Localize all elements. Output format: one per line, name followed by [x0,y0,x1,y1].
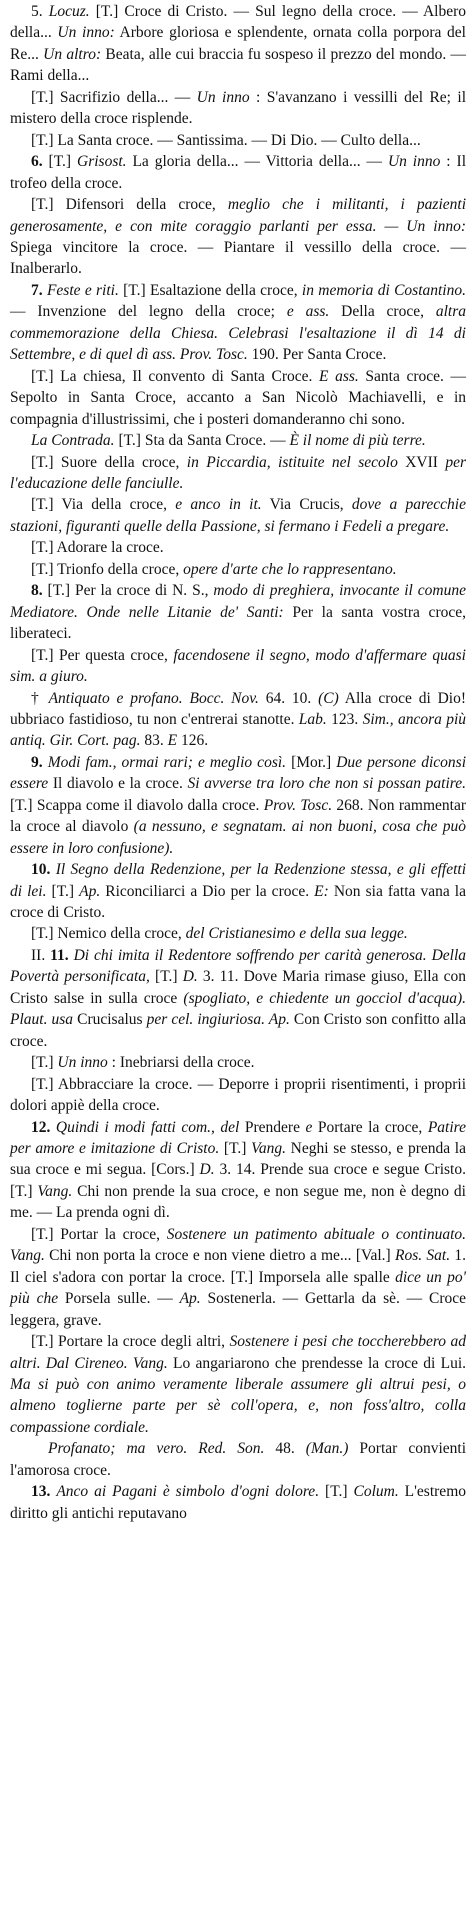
entry-paragraph: [T.] Adorare la croce. [31,539,164,557]
entry-paragraph: La Contrada. [T.] Sta da Santa Croce. — È il nome di più terre. [31,432,426,450]
text-column [10,1,466,1524]
entry-paragraph: 7. Feste e riti. [T.] Esaltazione della croce, in memoria di Costantino. — Invenzione del legno della croce; e ass. Della croce, altra commemorazione della Chiesa. Celebrasi l'esaltazione il dì 14 di Settembre, e di quel dì ass. Prov. Tosc. 190. Per Santa Croce. [10,281,466,364]
entry-paragraph: 9. Modi fam., ormai rari; e meglio così. [Mor.] Due persone diconsi essere Il diavolo e la croce. Si avverse tra loro che non si possan patire. [T.] Scappa come il diavolo dalla croce. Prov. Tosc. 268. Non rammentar la croce al diavolo (a nessuno, e segnatam. ai non buoni, cosa che può essere in loro confusione). [10,753,467,857]
entry-paragraph: 13. Anco ai Pagani è simbolo d'ogni dolore. [T.] Colum. L'estremo diritto gli antichi reputavano [10,1483,466,1522]
entry-paragraph: 10. Il Segno della Redenzione, per la Redenzione stessa, e gli effetti di lei. [T.] Ap. Riconciliarci a Dio per la croce. E: Non sia fatta vana la croce di Cristo. [10,861,467,922]
entry-paragraph: [T.] La chiesa, Il convento di Santa Croce. E ass. Santa croce. — Sepolto in Santa Croce, accanto a San Nicolò Machiavelli, e in compagnia d'illustrissimi, che i posteri domanderanno chi sono. [10,367,466,428]
entry-paragraph: [T.] Suore della croce, in Piccardia, istituite nel secolo XVII per l'educazione delle fanciulle. [10,453,466,492]
entry-paragraph: Profanato; ma vero. Red. Son. 48. (Man.) Portar convienti l'amorosa croce. [10,1440,467,1479]
entry-paragraph: [T.] Trionfo della croce, opere d'arte che lo rappresentano. [31,560,397,578]
entry-paragraph: [T.] Abbracciare la croce. — Deporre i proprii risentimenti, i proprii dolori appiè della croce. [10,1075,466,1115]
entry-paragraph: [T.] Nemico della croce, del Cristianesimo e della sua legge. [31,925,408,943]
entry-paragraph: [T.] Un inno : Inebriarsi della croce. [31,1054,255,1072]
entry-paragraph: II. 11. Di chi imita il Redentore soffrendo per carità generosa. Della Povertà personificata, [T.] D. 3. 11. Dove Maria rimase giuso, Ella con Cristo salse in sulla croce (spogliato, e chiedente un gocciol d'acqua). Plaut. usa Crucisalus per cel. ingiuriosa. Ap. Con Cristo son confitto alla croce. [10,946,467,1050]
entry-paragraph: † Antiquato e profano. Bocc. Nov. 64. 10. (C) Alla croce di Dio! ubbriaco fastidioso, tu non c'entrerai stanotte. Lab. 123. Sim., ancora più antiq. Gir. Cort. pag. 83. E 126. [10,689,467,750]
entry-paragraph: [T.] La Santa croce. — Santissima. — Di Dio. — Culto della... [31,131,421,149]
entry-paragraph: [T.] Portare la croce degli altri, Sostenere i pesi che toccherebbero ad altri. Dal Cireneo. Vang. Lo angariarono che prendesse la croce di Lui. Ma si può con animo veramente liberale assumere gli altrui pesi, o almeno toglierne parte per sè coll'opera, e, non foss'altro, colla compassione cordiale. [10,1333,467,1436]
entry-paragraph: [T.] Per questa croce, facendosene il segno, modo d'affermare quasi sim. a giuro. [10,646,466,686]
entry-paragraph: 6. [T.] Grisost. La gloria della... — Vittoria della... — Un inno : Il trofeo della croce. [10,153,467,192]
entry-paragraph: 8. [T.] Per la croce di N. S., modo di preghiera, invocante il comune Mediatore. Onde nelle Litanie de' Santi: Per la santa vostra croce, liberateci. [10,582,466,643]
entry-paragraph: [T.] Via della croce, e anco in it. Via Crucis, dove a parecchie stazioni, figuranti quelle della Passione, si fermano i Fedeli a pregare. [10,496,466,535]
entry-paragraph: [T.] Portar la croce, Sostenere un patimento abituale o continuato. Vang. Chi non porta la croce e non viene dietro a me... [Val.] Ros. Sat. 1. Il ciel s'adora con portar la croce. [T.] Imporsela alle spalle dice un po' più che Porsela sulle. — Ap. Sostenerla. — Gettarla da sè. — Croce leggera, grave. [10,1225,466,1329]
entry-paragraph: 5. Locuz. [T.] Croce di Cristo. — Sul legno della croce. — Albero della... Un inno: Arbore gloriosa e splendente, ornata colla porpora del Re... Un altro: Beata, alle cui braccia fu sospeso il prezzo del mondo. — Rami della... [10,3,466,85]
entry-paragraph: 12. Quindi i modi fatti com., del Prendere e Portare la croce, Patire per amore e imitazione di Cristo. [T.] Vang. Neghi se stesso, e prenda la sua croce e mi segua. [Cors.] D. 3. 14. Prende sua croce e segue Cristo. [T.] Vang. Chi non prende la sua croce, e non segue me, non è degno di me. — La prenda ogni dì. [10,1118,466,1222]
entry-paragraph: [T.] Difensori della croce, meglio che i militanti, i pazienti generosamente, e con mite coraggio parlanti per essa. — Un inno: Spiega vincitore la croce. — Piantare il vessillo della croce. — Inalberarlo. [10,196,467,278]
entry-paragraph: [T.] Sacrifizio della... — Un inno : S'avanzano i vessilli del Re; il mistero della croce risplende. [10,88,467,128]
